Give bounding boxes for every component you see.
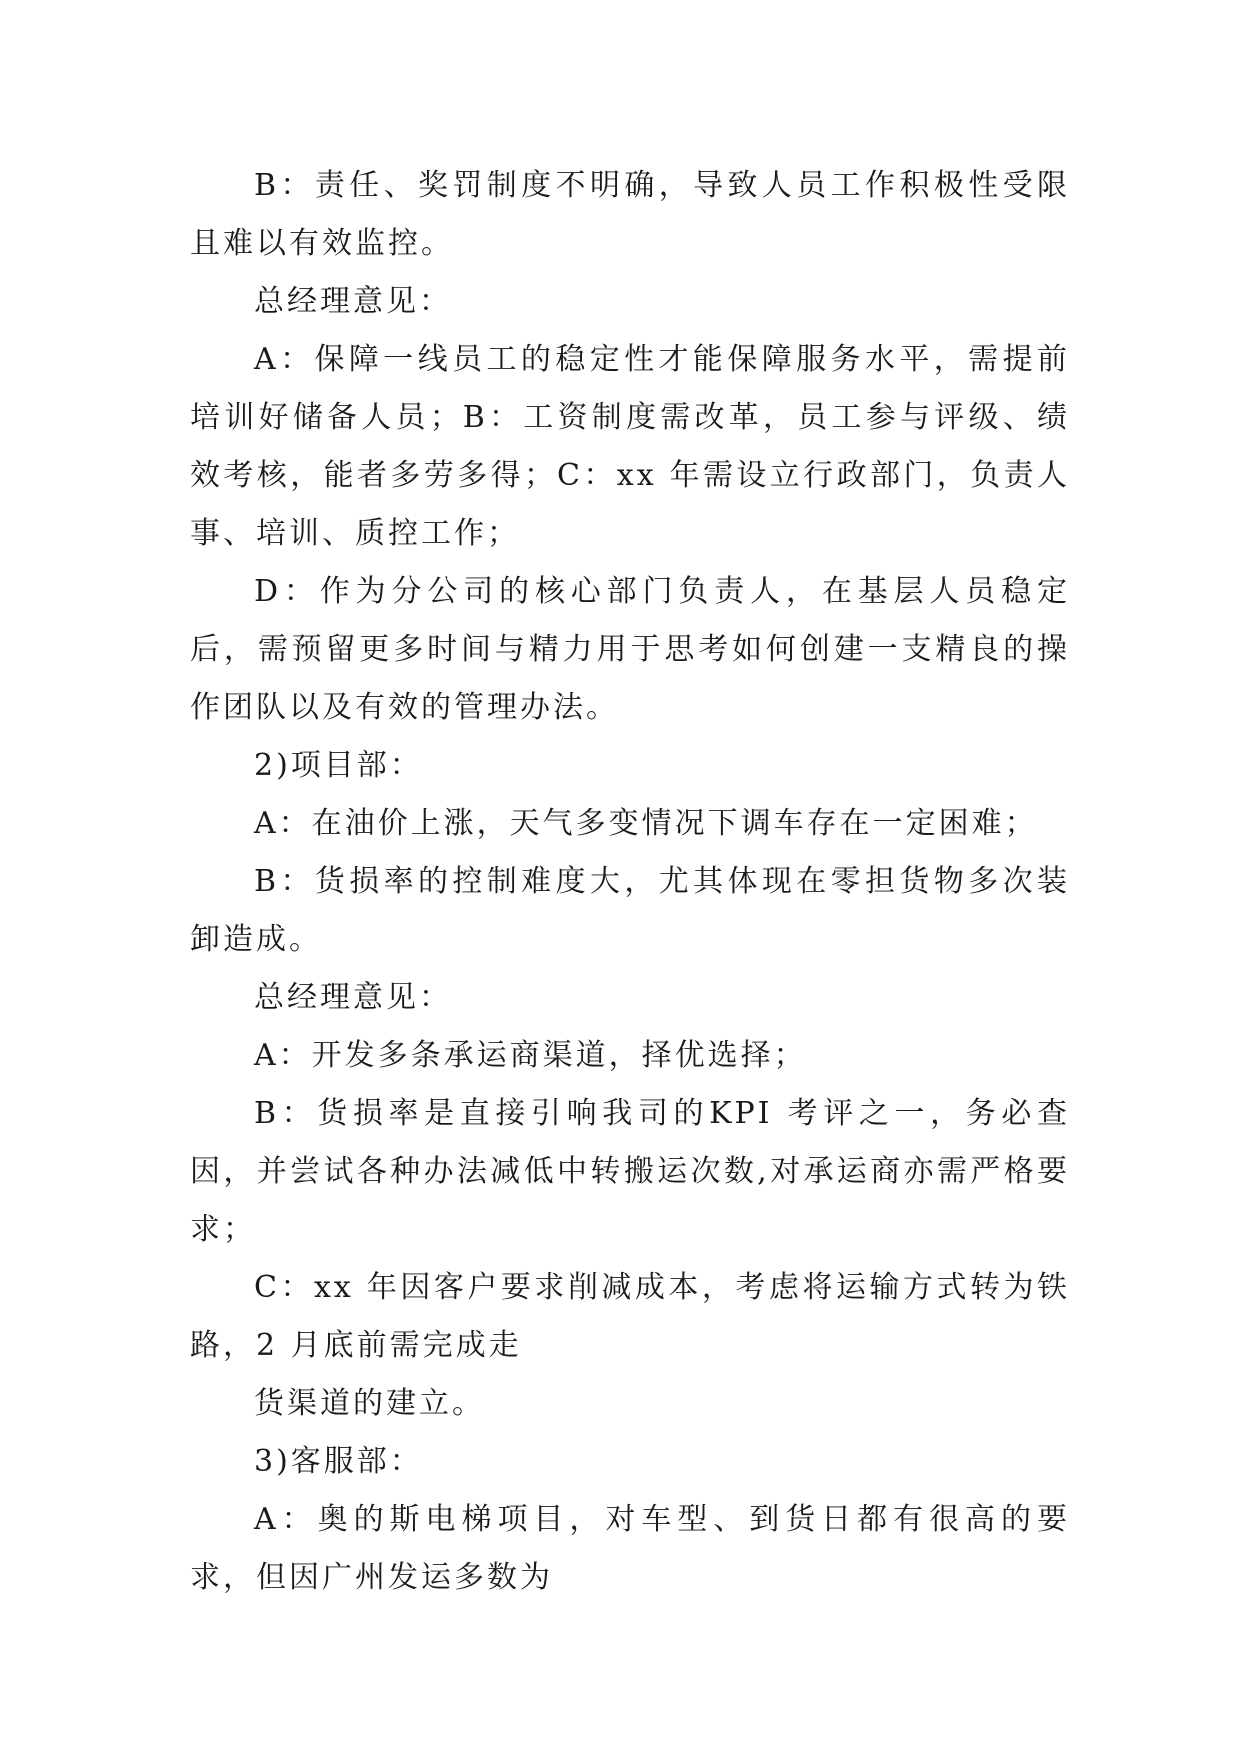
paragraph-b-kpi: B：货损率是直接引响我司的KPI 考评之一，务必查因，并尝试各种办法减低中转搬运次数,对承运商亦需严格要求；: [190, 1096, 1070, 1247]
paragraph-gm-opinion-1: 总经理意见：: [254, 284, 452, 319]
paragraph-channel-setup: 货渠道的建立。: [254, 1386, 485, 1421]
paragraph-b-responsibility: B：责任、奖罚制度不明确，导致人员工作积极性受限且难以有效监控。: [190, 168, 1070, 261]
paragraph-c-railway: C：xx 年因客户要求削减成本，考虑将运输方式转为铁路，2 月底前需完成走: [190, 1270, 1070, 1363]
paragraph-b-damage-rate: B：货损率的控制难度大，尤其体现在零担货物多次装卸造成。: [190, 864, 1070, 957]
paragraph-project-dept-heading: 2)项目部：: [254, 748, 423, 783]
paragraph-gm-opinion-2: 总经理意见：: [254, 980, 452, 1015]
paragraph-gm-opinion-abc: A：保障一线员工的稳定性才能保障服务水平，需提前培训好储备人员；B：工资制度需改革，员工参与评级、绩效考核，能者多劳多得；C：xx 年需设立行政部门，负责人事、培训、质控工作；: [190, 342, 1070, 551]
paragraph-d-core-department: D：作为分公司的核心部门负责人，在基层人员稳定后，需预留更多时间与精力用于思考如何创建一支精良的操作团队以及有效的管理办法。: [190, 574, 1070, 725]
paragraph-service-dept-heading: 3)客服部：: [254, 1444, 423, 1479]
paragraph-a-otis-elevator: A：奥的斯电梯项目，对车型、到货日都有很高的要求，但因广州发运多数为: [190, 1502, 1070, 1595]
paragraph-a-carrier-channels: A：开发多条承运商渠道，择优选择；: [254, 1038, 807, 1073]
paragraph-a-oil-price: A：在油价上涨，天气多变情况下调车存在一定困难；: [254, 806, 1038, 841]
document-body: [190, 157, 1070, 1607]
